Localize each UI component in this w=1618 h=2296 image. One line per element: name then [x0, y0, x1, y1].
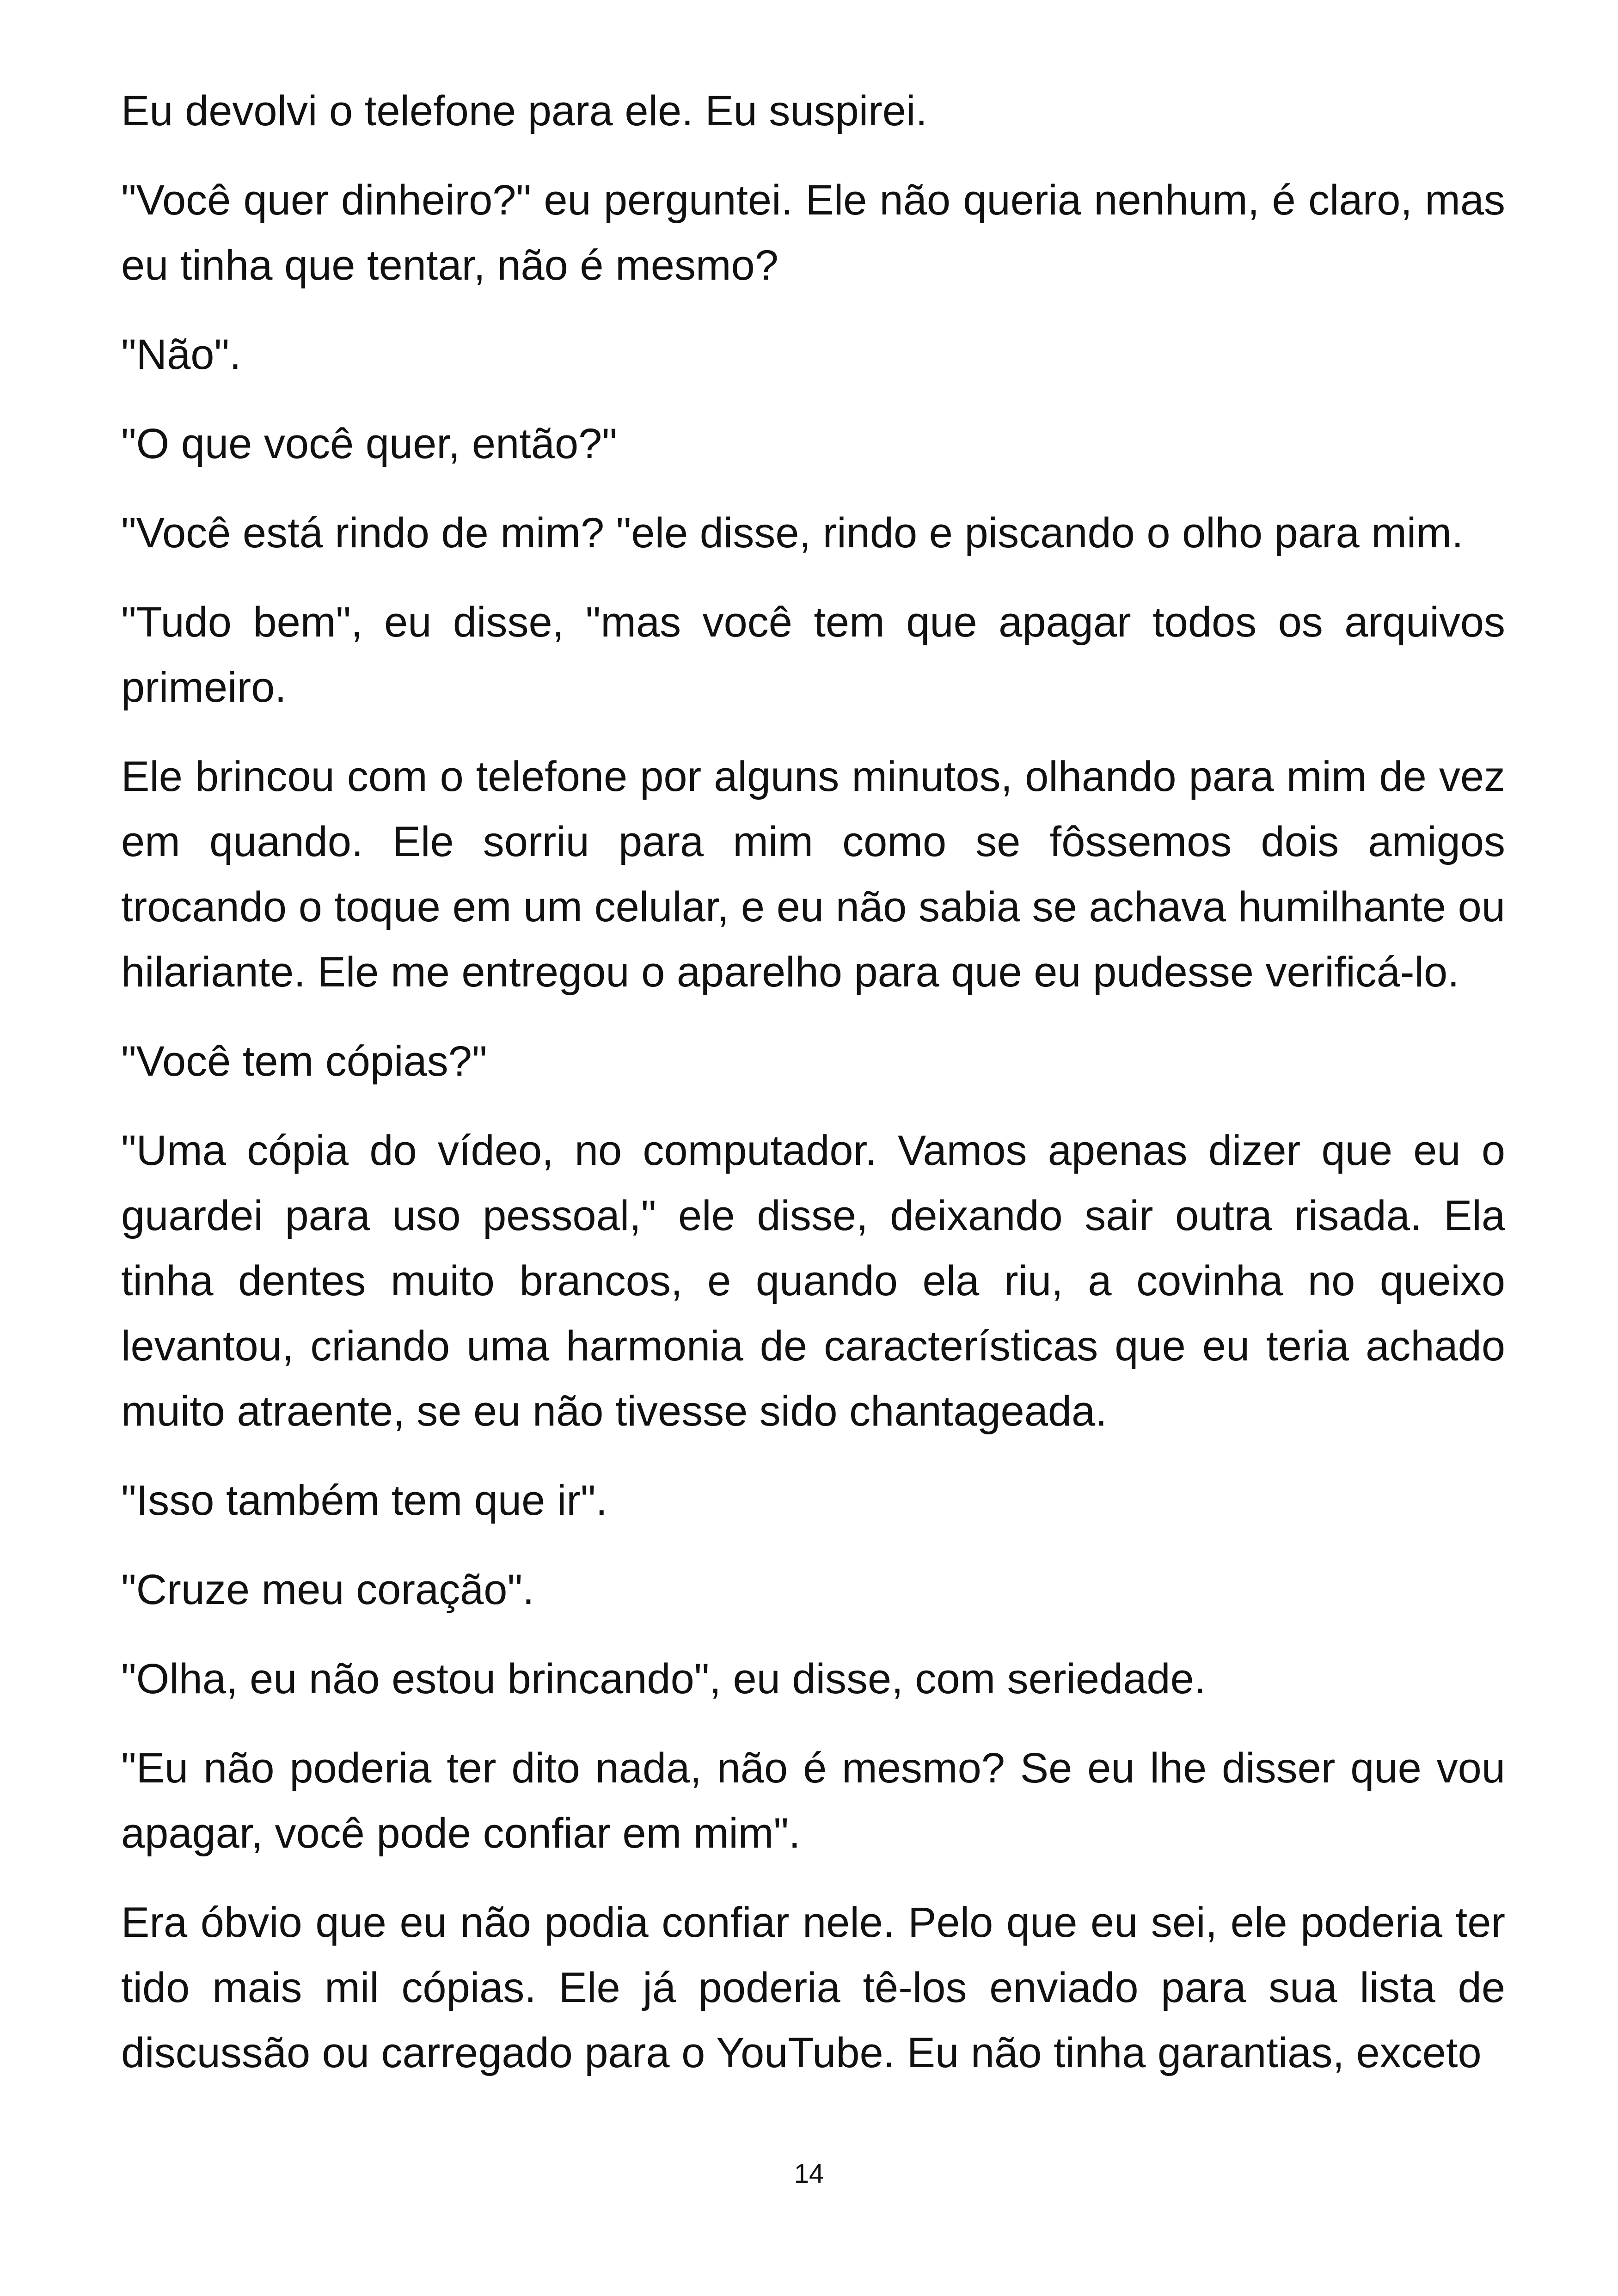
- paragraph: "Não".: [121, 331, 241, 378]
- paragraph: Eu devolvi o telefone para ele. Eu suspirei.: [121, 87, 927, 135]
- paragraph: "Cruze meu coração".: [121, 1566, 534, 1613]
- text-body: [121, 79, 1505, 2110]
- paragraph: "Você tem cópias?": [121, 1038, 487, 1085]
- paragraph: "Olha, eu não estou brincando", eu disse, com seriedade.: [121, 1655, 1206, 1702]
- paragraph: Ele brincou com o telefone por alguns minutos, olhando para mim de vez em quando. Ele sorriu para mim como se fôssemos dois amigos trocando o toque em um celular, e eu não sabia se achava humilhante ou hilariante. Ele me entregou o aparelho para que eu pudesse verificá-lo.: [121, 753, 1505, 996]
- paragraph: "Eu não poderia ter dito nada, não é mesmo? Se eu lhe disser que vou apagar, você pode confiar em mim".: [121, 1745, 1505, 1857]
- paragraph: Era óbvio que eu não podia confiar nele. Pelo que eu sei, ele poderia ter tido mais mil cópias. Ele já poderia tê-los enviado para sua lista de discussão ou carregado para o YouTube. Eu não tinha garantias, exceto: [121, 1899, 1505, 2076]
- paragraph: "O que você quer, então?": [121, 420, 617, 467]
- paragraph: "Tudo bem", eu disse, "mas você tem que apagar todos os arquivos primeiro.: [121, 599, 1505, 711]
- page-number: 14: [794, 2159, 824, 2189]
- paragraph: "Isso também tem que ir".: [121, 1477, 608, 1524]
- paragraph: "Você está rindo de mim? "ele disse, rindo e piscando o olho para mim.: [121, 509, 1464, 557]
- paragraph: "Uma cópia do vídeo, no computador. Vamos apenas dizer que eu o guardei para uso pessoal," ele disse, deixando sair outra risada. Ela tinha dentes muito brancos, e quando ela riu, a covinha no queixo levantou, criando uma harmonia de características que eu teria achado muito atraente, se eu não tivesse sido chantageada.: [121, 1127, 1505, 1435]
- paragraph: "Você quer dinheiro?" eu perguntei. Ele não queria nenhum, é claro, mas eu tinha que tentar, não é mesmo?: [121, 177, 1505, 289]
